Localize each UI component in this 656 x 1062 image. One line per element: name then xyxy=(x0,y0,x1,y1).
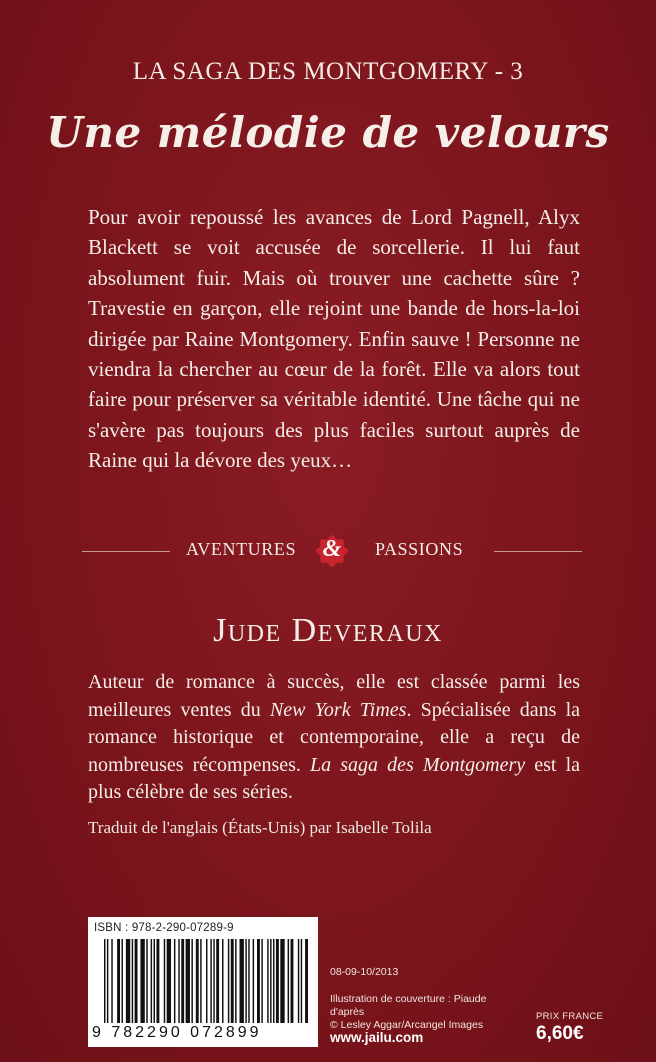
barcode-bar xyxy=(132,939,133,1023)
illustration-credit xyxy=(330,993,520,1032)
barcode-bar xyxy=(291,939,294,1023)
barcode-bar xyxy=(191,939,192,1023)
barcode-bar xyxy=(253,939,254,1023)
bio-text-1: Auteur de romance à succès, elle est classée parmi les meilleures ventes du xyxy=(88,671,580,721)
blurb-text xyxy=(88,202,580,476)
price-label: PRIX FRANCE xyxy=(536,1011,604,1022)
barcode-bar xyxy=(196,939,199,1023)
illustration-credit-line-2: © Lesley Aggar/Arcangel Images xyxy=(330,1019,484,1031)
barcode-bar xyxy=(154,939,155,1023)
barcode-bar xyxy=(174,939,175,1023)
barcode-bar xyxy=(164,939,165,1023)
barcode-bar xyxy=(200,939,201,1023)
barcode-bar xyxy=(248,939,249,1023)
barcode-bar xyxy=(151,939,152,1023)
barcode-bar xyxy=(267,939,268,1023)
barcode-bar xyxy=(216,939,219,1023)
barcode-bar xyxy=(178,939,179,1023)
barcode-bar xyxy=(288,939,289,1023)
blurb-paragraph: Pour avoir repoussé les avances de Lord Pagnell, Alyx Blackett se voit accusée de sorcellerie. Il lui faut absolument fuir. Mais où trouver une cachette sûre ? Travestie en garçon, elle rejoint une bande de hors-la-loi dirigée par Raine Montgomery. Enfin sauve ! Personne ne viendra la chercher au cœur de la forêt. Elle va alors tout faire pour préserver sa véritable identité. Une tâche qui ne s'avère pas toujours des plus faciles surtout auprès de Raine qui la dévore des yeux… xyxy=(88,205,580,473)
isbn-text: ISBN : 978-2-290-07289-9 xyxy=(94,922,234,934)
barcode-bar xyxy=(213,939,214,1023)
collection-banner xyxy=(82,534,582,568)
bio-paragraph xyxy=(88,669,580,807)
barcode-bar xyxy=(140,939,144,1023)
barcode-bar xyxy=(167,939,171,1023)
barcode-bar xyxy=(301,939,302,1023)
book-title: Une mélodie de velours xyxy=(46,108,610,157)
barcode-bar xyxy=(126,939,130,1023)
barcode-panel xyxy=(88,917,318,1047)
publisher-website: www.jailu.com xyxy=(330,1030,424,1045)
barcode-bar xyxy=(280,939,284,1023)
barcode-bar xyxy=(245,939,246,1023)
barcode-bar xyxy=(156,939,159,1023)
author-bio xyxy=(88,669,580,807)
collection-ampersand: & xyxy=(322,536,342,562)
barcode-bar xyxy=(210,939,211,1023)
barcode-bar xyxy=(135,939,138,1023)
barcode-bar xyxy=(298,939,299,1023)
barcode-bar xyxy=(228,939,229,1023)
barcode-bar xyxy=(121,939,122,1023)
barcode-bar xyxy=(206,939,207,1023)
barcode-bar xyxy=(235,939,236,1023)
barcode-bar xyxy=(273,939,274,1023)
bio-newspaper: New York Times xyxy=(269,698,407,721)
barcode-bar xyxy=(240,939,244,1023)
barcode-bar xyxy=(222,939,223,1023)
barcode-bar xyxy=(270,939,271,1023)
author-name: Jude Deveraux xyxy=(213,612,443,649)
barcode-bar xyxy=(231,939,234,1023)
bio-text-2: . Spécialisée dans la romance historique et contemporaine, elle a reçu de nombreuses récompenses. xyxy=(88,698,580,776)
barcode-bar xyxy=(117,939,120,1023)
collection-word-aventures: AVENTURES xyxy=(186,539,297,559)
barcode-number: 9 782290 072899 xyxy=(92,1024,262,1041)
series-title: LA SAGA DES MONTGOMERY - 3 xyxy=(132,58,524,85)
barcode-bar xyxy=(186,939,190,1023)
barcode-bar xyxy=(146,939,147,1023)
divider-left xyxy=(82,551,170,552)
barcode-bar xyxy=(276,939,279,1023)
price-value: 6,60€ xyxy=(536,1023,584,1044)
bio-text-3: est la plus célèbre de ses séries. xyxy=(88,753,581,803)
barcode-bar xyxy=(104,939,105,1023)
barcode-bar xyxy=(111,939,112,1023)
barcode-icon xyxy=(104,939,308,1023)
illustration-credit-line-1: Illustration de couverture : Piaude d'après xyxy=(330,993,487,1018)
translator-credit: Traduit de l'anglais (États-Unis) par Isabelle Tolila xyxy=(88,818,432,837)
bio-series-name: La saga des Montgomery xyxy=(310,753,526,776)
barcode-bar xyxy=(261,939,262,1023)
print-date: 08-09-10/2013 xyxy=(330,966,399,978)
barcode-bar xyxy=(257,939,260,1023)
barcode-bar xyxy=(107,939,108,1023)
collection-word-passions: PASSIONS xyxy=(375,539,464,559)
barcode-bar xyxy=(305,939,308,1023)
divider-right xyxy=(494,551,582,552)
barcode-bar xyxy=(181,939,184,1023)
